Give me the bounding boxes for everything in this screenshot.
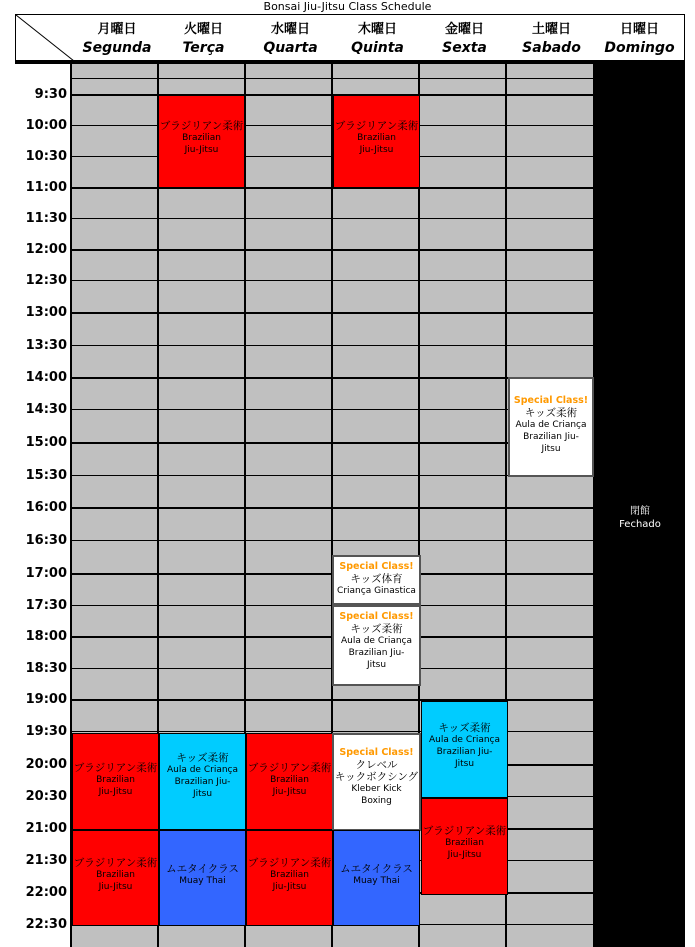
time-label: 22:00: [25, 885, 67, 900]
day-header-row: [15, 14, 685, 64]
class-name-en: Brazilian Jiu-: [523, 432, 579, 442]
class-name-en: Brazilian: [182, 133, 221, 143]
day-header-wednesday: [247, 21, 334, 57]
closed-ja: 閉館: [630, 506, 650, 517]
class-name-en: Jiu-Jitsu: [184, 145, 219, 155]
time-label: 15:30: [25, 468, 67, 483]
class-name-ja: ブラジリアン柔術: [247, 857, 332, 869]
class-block-fri-kids[interactable]: [421, 701, 508, 798]
day-header-saturday: [508, 21, 595, 57]
day-ja: 水曜日: [270, 22, 310, 37]
class-name-ja: ムエタイクラス: [340, 863, 413, 875]
time-label: 11:30: [25, 211, 67, 226]
class-name-en: Brazilian Jiu-: [348, 648, 405, 658]
time-label: 10:30: [25, 149, 67, 164]
time-label: 20:00: [25, 757, 67, 772]
day-pt: Sabado: [522, 40, 581, 56]
class-name-ja: ブラジリアン柔術: [247, 762, 332, 774]
class-name-ja: キックボクシング: [334, 771, 419, 783]
day-ja: 木曜日: [357, 22, 397, 37]
day-header-friday: [421, 21, 508, 57]
closed-pt: Fechado: [619, 519, 661, 530]
class-block-thu-kickboxing-special[interactable]: [332, 733, 421, 831]
time-column: [0, 64, 70, 947]
day-ja: 日曜日: [619, 22, 659, 37]
schedule-grid: [70, 64, 685, 947]
time-label: 20:30: [25, 789, 67, 804]
time-label: 14:00: [25, 370, 67, 385]
time-label: 17:30: [25, 598, 67, 613]
day-ja: 金曜日: [444, 22, 484, 37]
class-block-thu-muay-thai[interactable]: [333, 830, 420, 926]
special-class-label: Special Class!: [339, 611, 414, 622]
time-label: 19:30: [25, 724, 67, 739]
class-name-en: Criança Ginastica: [337, 586, 416, 596]
time-label: 18:00: [25, 629, 67, 644]
time-label: 19:00: [25, 692, 67, 707]
class-name-ja: ブラジリアン柔術: [334, 120, 419, 132]
day-pt: Quinta: [351, 40, 404, 56]
class-name-ja: ムエタイクラス: [166, 863, 239, 875]
time-label: 21:30: [25, 853, 67, 868]
schedule-title: Bonsai Jiu-Jitsu Class Schedule: [263, 0, 432, 13]
class-block-thu-kids-gym-special[interactable]: [332, 555, 421, 605]
day-ja: 火曜日: [183, 22, 223, 37]
class-name-en: Boxing: [361, 796, 392, 806]
special-class-label: Special Class!: [513, 395, 589, 406]
day-pt: Segunda: [82, 40, 152, 56]
class-name-en: Jitsu: [366, 660, 387, 670]
class-name-en: Jiu-Jitsu: [272, 882, 307, 892]
class-name-en: Jitsu: [454, 759, 475, 769]
time-label: 22:30: [25, 917, 67, 932]
time-label: 13:30: [25, 338, 67, 353]
class-block-mon-bjj-evening[interactable]: [72, 733, 159, 830]
class-name-en: Jiu-Jitsu: [447, 850, 482, 860]
class-name-en: Brazilian: [357, 133, 396, 143]
class-name-ja: ブラジリアン柔術: [422, 825, 507, 837]
day-pt: Terça: [182, 40, 225, 56]
sunday-closed-column: [595, 64, 685, 947]
class-name-ja: キッズ体育: [350, 573, 403, 585]
class-block-tue-kids[interactable]: [159, 733, 246, 830]
class-name-en: Jiu-Jitsu: [98, 787, 133, 797]
time-label: 15:00: [25, 435, 67, 450]
class-name-en: Brazilian: [96, 775, 135, 785]
class-name-en: Brazilian: [96, 870, 135, 880]
special-class-label: Special Class!: [339, 747, 414, 758]
class-name-en: Aula de Criança: [166, 765, 238, 775]
class-block-sat-kids-special[interactable]: [508, 377, 594, 477]
class-name-en: Brazilian: [270, 775, 309, 785]
time-label: 11:00: [25, 180, 67, 195]
time-label: 10:00: [25, 118, 67, 133]
class-name-en: Jitsu: [192, 789, 213, 799]
special-class-label: Special Class!: [339, 561, 414, 572]
class-name-en: Jitsu: [541, 444, 561, 454]
time-label: 13:00: [25, 305, 67, 320]
time-label: 16:30: [25, 533, 67, 548]
class-block-wed-bjj-late[interactable]: [246, 830, 333, 926]
corner-diagonal: [16, 15, 74, 61]
day-ja: 月曜日: [97, 22, 137, 37]
time-label: 14:30: [25, 402, 67, 417]
class-name-en: Kleber Kick: [351, 784, 402, 794]
class-name-ja: クレベル: [355, 759, 398, 771]
class-name-ja: キッズ柔術: [524, 407, 578, 419]
class-block-tue-bjj[interactable]: [158, 95, 245, 188]
class-name-ja: ブラジリアン柔術: [159, 120, 244, 132]
class-block-thu-kids-bjj-special[interactable]: [332, 605, 421, 686]
day-ja: 土曜日: [531, 22, 571, 37]
class-name-en: Aula de Criança: [340, 636, 412, 646]
day-pt: Sexta: [442, 40, 487, 56]
class-name-en: Brazilian Jiu-: [436, 747, 493, 757]
day-header-sunday: [595, 21, 684, 57]
class-name-en: Brazilian: [270, 870, 309, 880]
time-label: 21:00: [25, 821, 67, 836]
time-label: 12:00: [25, 242, 67, 257]
class-name-ja: キッズ柔術: [350, 623, 403, 635]
class-name-en: Jiu-Jitsu: [98, 882, 133, 892]
class-name-en: Jiu-Jitsu: [359, 145, 394, 155]
class-block-thu-bjj[interactable]: [333, 95, 420, 188]
class-name-en: Jiu-Jitsu: [272, 787, 307, 797]
class-name-en: Muay Thai: [353, 876, 400, 886]
class-name-en: Aula de Criança: [428, 735, 500, 745]
class-name-en: Brazilian: [445, 838, 484, 848]
class-name-ja: ブラジリアン柔術: [73, 857, 158, 869]
class-name-ja: キッズ柔術: [176, 752, 229, 764]
day-header-thursday: [334, 21, 421, 57]
time-label: 9:30: [34, 87, 67, 102]
class-block-tue-muay-thai[interactable]: [159, 830, 246, 926]
time-label: 18:30: [25, 661, 67, 676]
day-pt: Quarta: [263, 40, 318, 56]
time-label: 16:00: [25, 500, 67, 515]
time-label: 17:00: [25, 566, 67, 581]
class-block-wed-bjj-evening[interactable]: [246, 733, 333, 830]
class-name-en: Muay Thai: [179, 876, 226, 886]
class-name-en: Aula de Criança: [515, 420, 587, 430]
class-name-ja: ブラジリアン柔術: [73, 762, 158, 774]
class-name-ja: キッズ柔術: [438, 722, 491, 734]
class-name-en: Brazilian Jiu-: [174, 777, 231, 787]
day-header-monday: [74, 21, 160, 57]
class-block-mon-bjj-late[interactable]: [72, 830, 159, 926]
day-pt: Domingo: [604, 40, 675, 56]
time-label: 12:30: [25, 273, 67, 288]
class-block-fri-bjj[interactable]: [421, 798, 508, 895]
day-header-tuesday: [160, 21, 247, 57]
